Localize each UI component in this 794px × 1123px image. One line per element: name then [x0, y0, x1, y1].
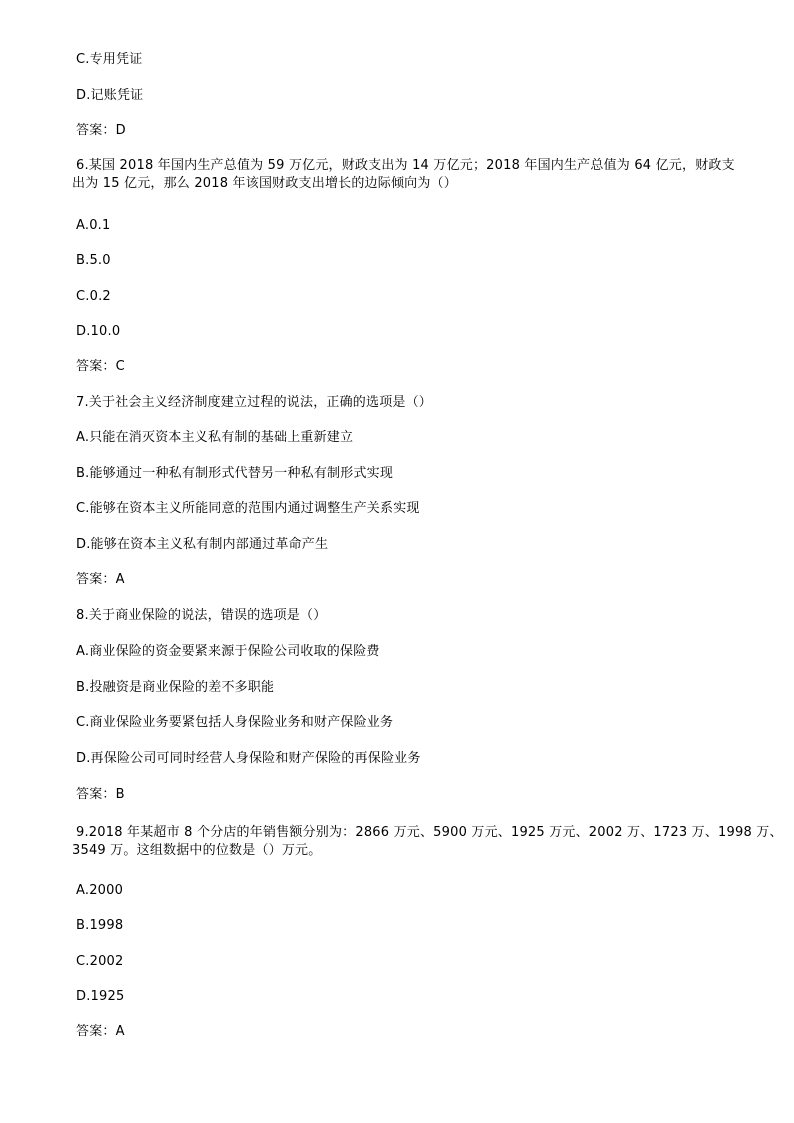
q9-option-d: D.1925: [76, 989, 125, 1004]
q6-option-d: D.10.0: [76, 324, 121, 339]
q9-option-a: A.2000: [76, 883, 124, 898]
q7-question: 7.关于社会主义经济制度建立过程的说法，正确的选项是（）: [76, 395, 433, 410]
q7-option-d: D.能够在资本主义私有制内部通过革命产生: [76, 537, 329, 552]
q9-question-line-1: 9.2018 年某超市 8 个分店的年销售额分别为：2866 万元、5900 万元、1925 万元、2002 万、1723 万、1998 万、: [76, 825, 783, 840]
q8-option-b: B.投融资是商业保险的差不多职能: [76, 680, 275, 695]
q8-option-c: C.商业保险业务要紧包括人身保险业务和财产保险业务: [76, 715, 394, 730]
q7-option-a: A.只能在消灭资本主义私有制的基础上重新建立: [76, 430, 354, 445]
q5-answer: 答案：D: [76, 123, 126, 138]
q8-option-d: D.再保险公司可同时经营人身保险和财产保险的再保险业务: [76, 751, 421, 766]
q6-question: [72, 157, 756, 193]
q7-option-b: B.能够通过一种私有制形式代替另一种私有制形式实现: [76, 466, 394, 481]
q7-option-c: C.能够在资本主义所能同意的范围内通过调整生产关系实现: [76, 501, 420, 516]
q9-option-b: B.1998: [76, 918, 124, 933]
q9-question: [72, 824, 783, 860]
q6-question-line-2: 出为 15 亿元，那么 2018 年该国财政支出增长的边际倾向为（）: [72, 176, 457, 191]
q6-option-c: C.0.2: [76, 289, 111, 304]
q6-question-line-1: 6.某国 2018 年国内生产总值为 59 万亿元，财政支出为 14 万亿元；2018 年国内生产总值为 64 亿元，财政支: [76, 158, 735, 173]
q5-option-d: D.记账凭证: [76, 88, 144, 103]
q5-option-c: C.专用凭证: [76, 52, 143, 67]
q9-question-line-2: 3549 万。这组数据中的位数是（）万元。: [72, 843, 322, 858]
q8-question: 8.关于商业保险的说法，错误的选项是（）: [76, 608, 327, 623]
q9-option-c: C.2002: [76, 954, 124, 969]
q7-answer: 答案：A: [76, 572, 125, 587]
q8-option-a: A.商业保险的资金要紧来源于保险公司收取的保险费: [76, 644, 380, 659]
q6-option-b: B.5.0: [76, 253, 111, 268]
q6-answer: 答案：C: [76, 359, 125, 374]
q8-answer: 答案：B: [76, 787, 125, 802]
q6-option-a: A.0.1: [76, 218, 111, 233]
q9-answer: 答案：A: [76, 1024, 125, 1039]
